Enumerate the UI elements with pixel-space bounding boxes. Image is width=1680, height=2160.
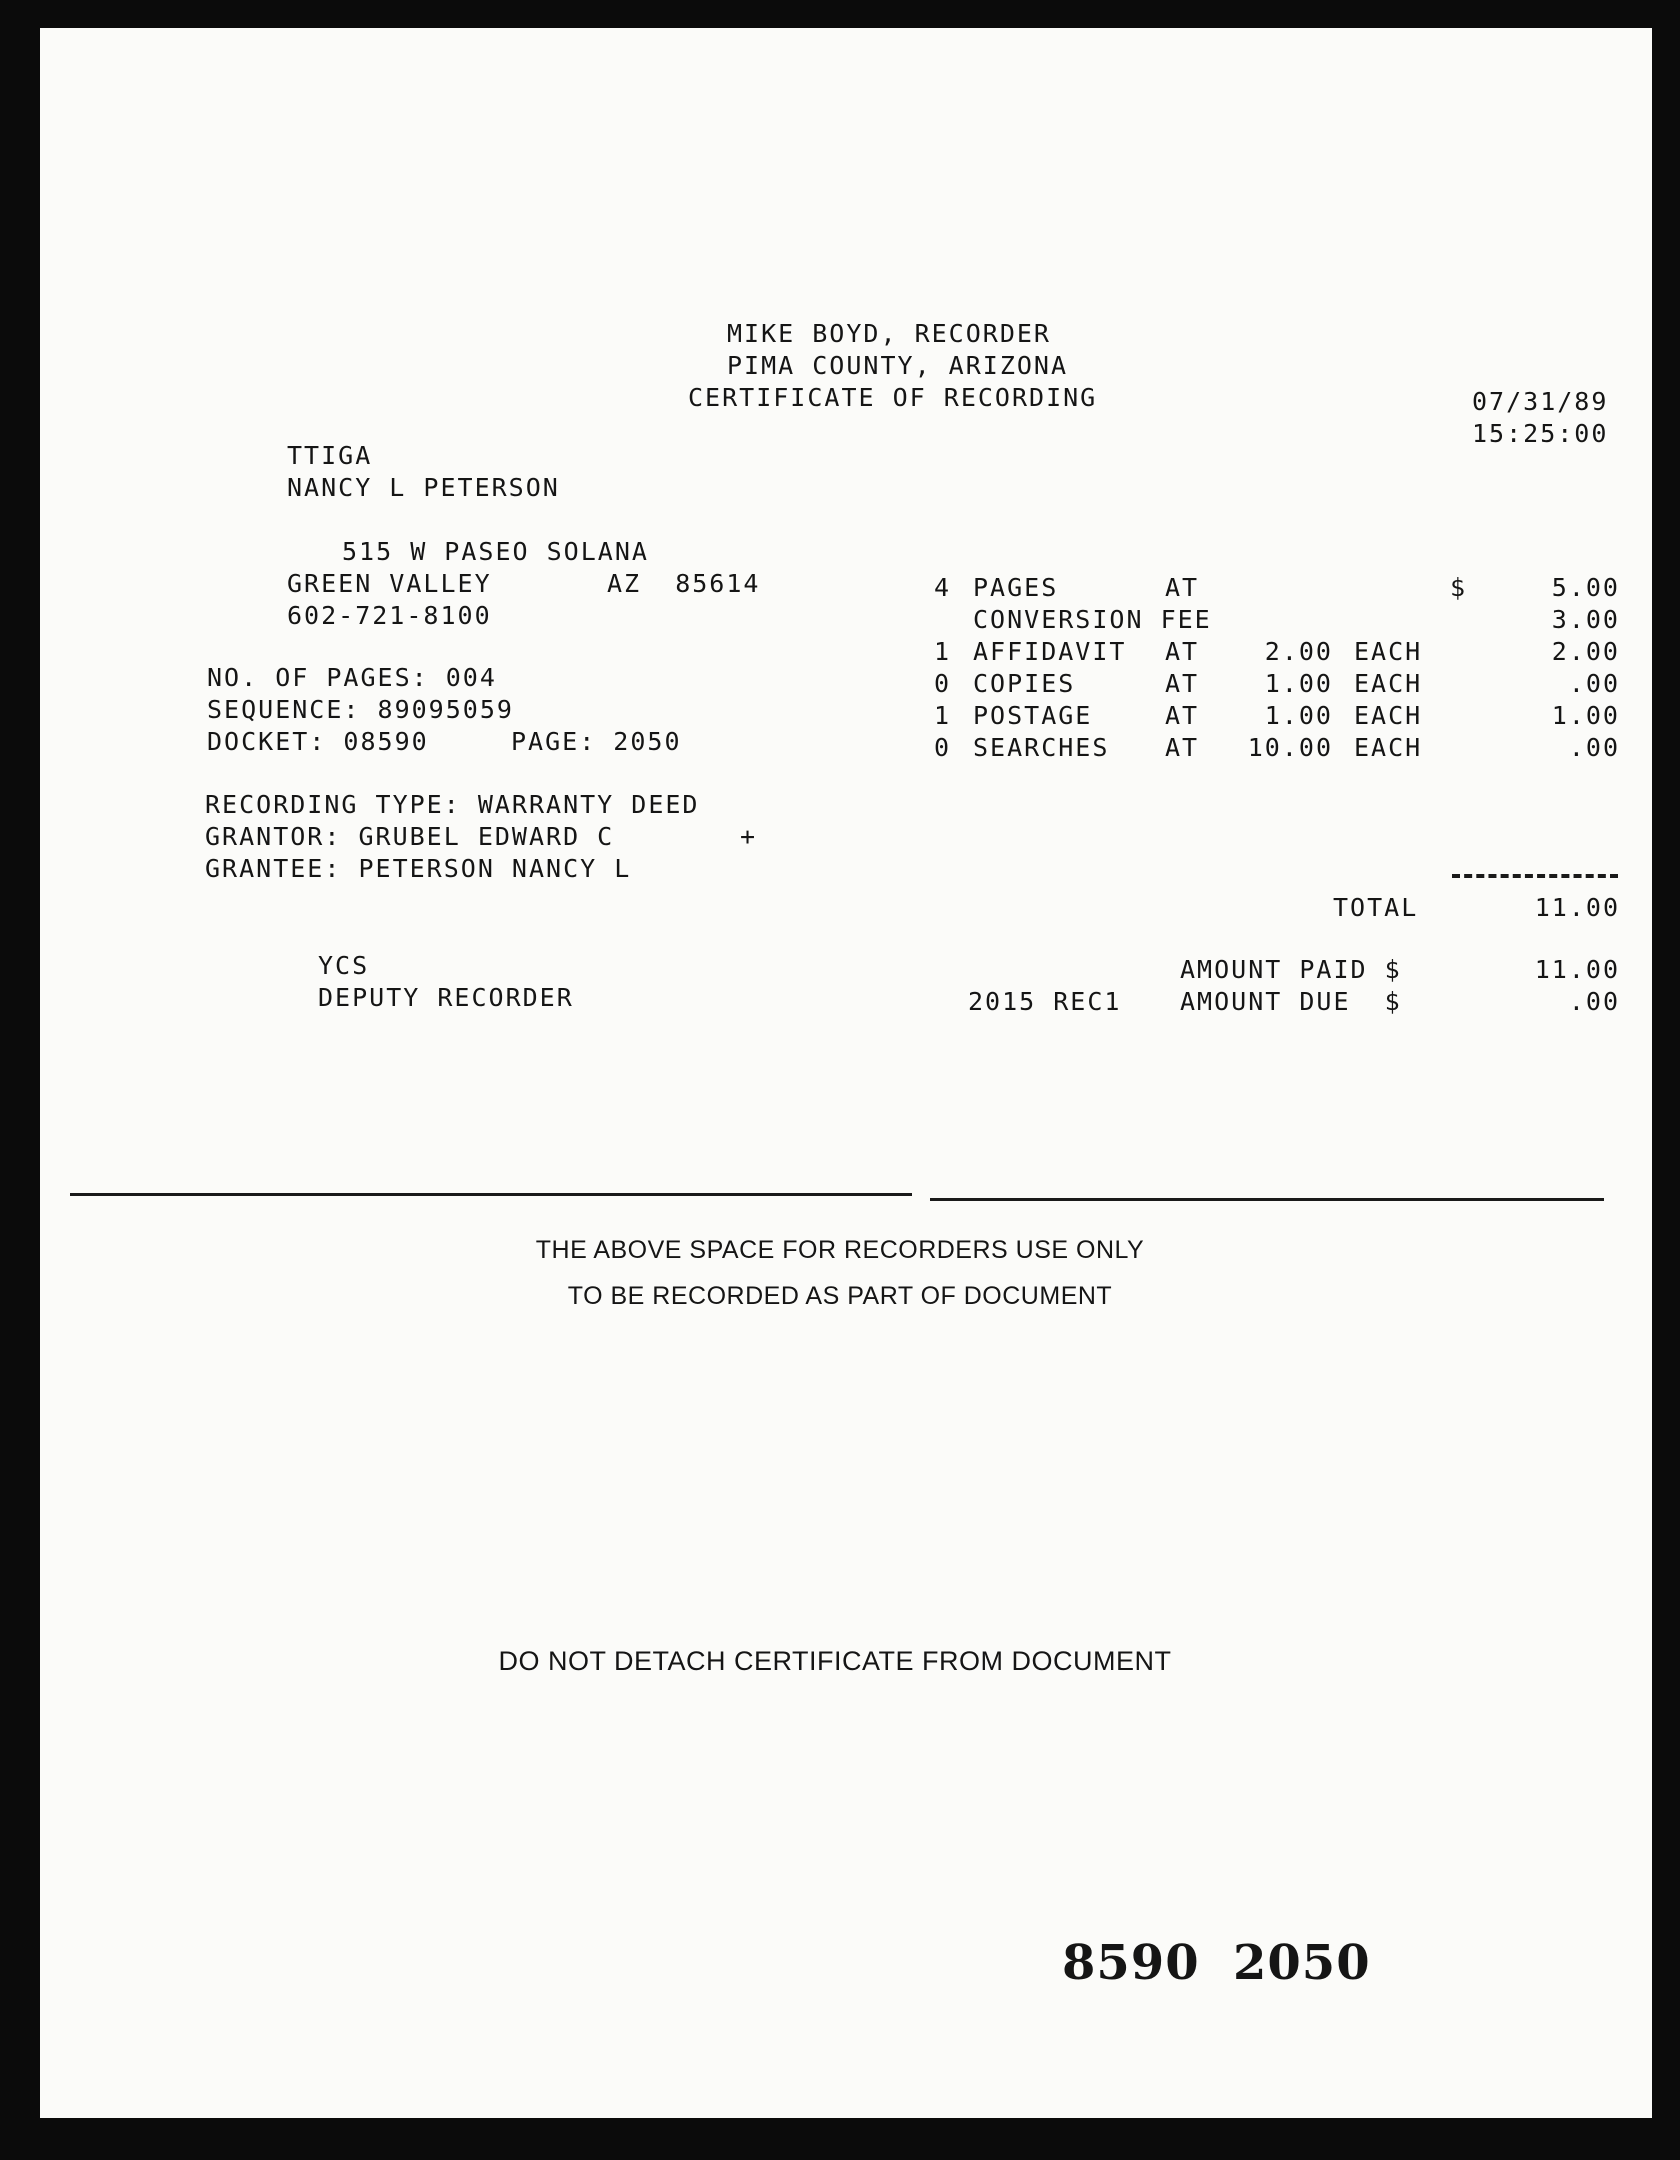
- fee-each: EACH: [1354, 637, 1423, 666]
- fee-item: COPIES: [973, 669, 1076, 698]
- fee-item: PAGES: [973, 573, 1059, 602]
- divider-right: [930, 1198, 1604, 1201]
- fee-amount: 5.00: [1551, 573, 1620, 602]
- header-recorder: MIKE BOYD, RECORDER: [727, 319, 1051, 348]
- fee-rate: 1.00: [1264, 701, 1333, 730]
- record-as-part-note: TO BE RECORDED AS PART OF DOCUMENT: [567, 1282, 1113, 1310]
- total-amount: 11.00: [1534, 893, 1620, 922]
- record-date: 07/31/89: [1472, 387, 1609, 416]
- header-county: PIMA COUNTY, ARIZONA: [727, 351, 1069, 380]
- fee-rate: 1.00: [1264, 669, 1333, 698]
- fee-amount: 1.00: [1551, 701, 1620, 730]
- fee-amount: 3.00: [1551, 605, 1620, 634]
- deputy-title: DEPUTY RECORDER: [318, 983, 574, 1012]
- fee-amount: 2.00: [1551, 637, 1620, 666]
- total-label: TOTAL: [1333, 893, 1419, 922]
- fee-qty: 1: [934, 637, 952, 666]
- fee-item: CONVERSION FEE: [973, 605, 1212, 634]
- fee-at: AT: [1165, 733, 1200, 762]
- grantor-mark: +: [740, 822, 758, 851]
- fee-each: EACH: [1354, 669, 1423, 698]
- fee-at: AT: [1165, 637, 1200, 666]
- recording-type: RECORDING TYPE: WARRANTY DEED: [205, 790, 700, 819]
- fee-rate: 2.00: [1264, 637, 1333, 666]
- stamp-docket-number: 8590: [1062, 1935, 1200, 1991]
- record-page: PAGE: 2050: [511, 727, 682, 756]
- header-certificate-title: CERTIFICATE OF RECORDING: [688, 383, 1098, 412]
- record-docket: DOCKET: 08590: [207, 727, 429, 756]
- amount-paid-label: AMOUNT PAID $: [1180, 955, 1402, 984]
- fee-qty: 0: [934, 733, 952, 762]
- fee-each: EACH: [1354, 701, 1423, 730]
- divider-left: [70, 1193, 912, 1196]
- fee-item: POSTAGE: [973, 701, 1093, 730]
- fee-qty: 0: [934, 669, 952, 698]
- party-state-zip: AZ 85614: [607, 569, 761, 598]
- party-address: 515 W PASEO SOLANA: [342, 537, 649, 566]
- amount-due: .00: [1568, 987, 1620, 1016]
- party-code: TTIGA: [287, 441, 373, 470]
- do-not-detach-warning: DO NOT DETACH CERTIFICATE FROM DOCUMENT: [498, 1646, 1172, 1676]
- grantor: GRANTOR: GRUBEL EDWARD C: [205, 822, 615, 851]
- amount-paid: 11.00: [1534, 955, 1620, 984]
- fee-qty: 1: [934, 701, 952, 730]
- stamp-page-number: 2050: [1233, 1935, 1371, 1991]
- party-city: GREEN VALLEY: [287, 569, 492, 598]
- party-name: NANCY L PETERSON: [287, 473, 560, 502]
- fee-each: EACH: [1354, 733, 1423, 762]
- fee-dollar-sign: $: [1450, 573, 1468, 602]
- deputy-initials: YCS: [318, 951, 370, 980]
- fee-at: AT: [1165, 669, 1200, 698]
- fee-at: AT: [1165, 573, 1200, 602]
- record-pages: NO. OF PAGES: 004: [207, 663, 497, 692]
- register-code: 2015 REC1: [968, 987, 1122, 1016]
- fee-amount: .00: [1568, 733, 1620, 762]
- record-sequence: SEQUENCE: 89095059: [207, 695, 514, 724]
- grantee: GRANTEE: PETERSON NANCY L: [205, 854, 632, 883]
- fee-item: AFFIDAVIT: [973, 637, 1127, 666]
- fee-amount: .00: [1568, 669, 1620, 698]
- fee-at: AT: [1165, 701, 1200, 730]
- fee-qty: 4: [934, 573, 952, 602]
- record-time: 15:25:00: [1472, 419, 1609, 448]
- fee-rate: 10.00: [1247, 733, 1333, 762]
- total-dashed-rule: [1452, 874, 1618, 878]
- party-phone: 602-721-8100: [287, 601, 492, 630]
- recorders-use-note: THE ABOVE SPACE FOR RECORDERS USE ONLY: [535, 1236, 1145, 1264]
- amount-due-label: AMOUNT DUE $: [1180, 987, 1402, 1016]
- fee-item: SEARCHES: [973, 733, 1110, 762]
